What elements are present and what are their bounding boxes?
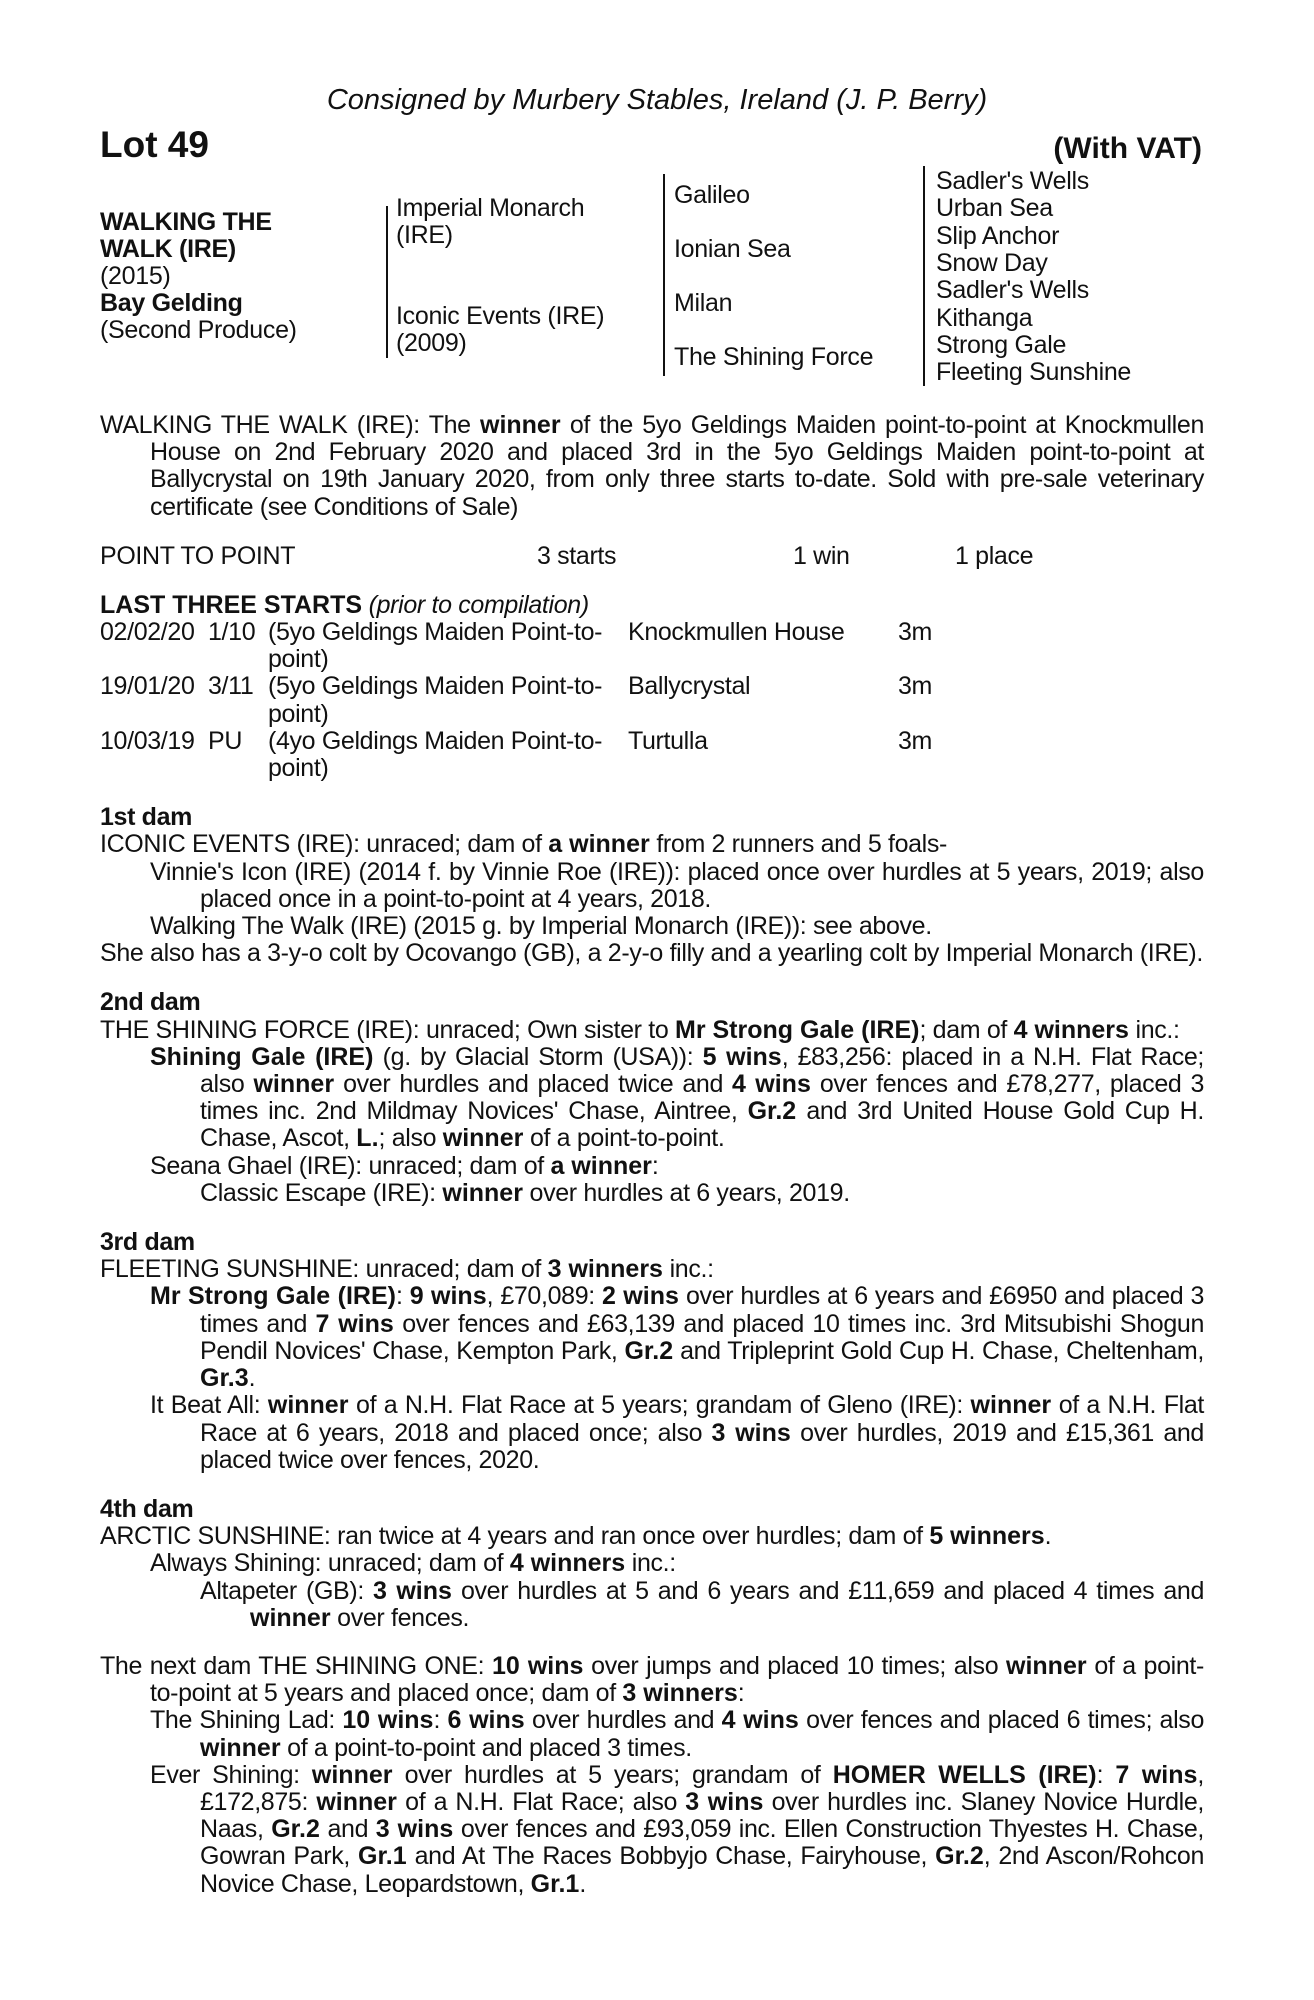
race-pos: PU [208,726,243,755]
foaling-year: (2015) [100,262,171,290]
text-run: of a point-to-point and placed 3 times. [280,1733,692,1762]
text-run: over fences and £63,139 and placed 10 times inc. 3rd Mitsubishi Shogun Pendil Novices' Chase, Kempton Park, [200,1309,1204,1365]
great-grandparent: Snow Day [936,248,1048,277]
text-run: , £172,875: [200,1760,1204,1816]
race-list [100,619,1204,782]
pedigree-paragraph [100,1283,1204,1392]
grandsire-paternal: Galileo [674,181,750,209]
text-run: over hurdles at 5 and 6 years and £11,659 and placed 4 times and [451,1576,1205,1605]
text-run: inc.: [1128,1015,1180,1044]
pedigree-paragraph [100,1653,1204,1707]
text-run: over hurdles inc. Slaney Novice Hurdle, Naas, [200,1787,1204,1844]
pedigree-paragraph [100,913,1204,940]
great-grandparent: Kithanga [936,303,1033,332]
last-three-title: LAST THREE STARTS [100,590,363,619]
text-run: The next dam THE SHINING ONE: [100,1651,492,1680]
horse-name-line2: WALK (IRE) [100,235,236,263]
race-row [100,619,1204,673]
bold-text: 4 winners [509,1549,626,1578]
race-race: (5yo Geldings Maiden Point-to-point) [268,672,603,728]
bold-text: winner [970,1391,1052,1420]
text-run: : [651,1151,659,1180]
pedigree-paragraph [100,1762,1204,1898]
bold-text: Gr.2 [271,1815,320,1844]
bold-text: HOMER WELLS (IRE) [832,1760,1097,1789]
bold-text: Gr.2 [747,1097,797,1126]
race-date: 19/01/20 [100,672,195,701]
text-run: It Beat All: [150,1391,268,1420]
text-run: . [1044,1522,1052,1551]
race-row [100,673,1204,727]
text-run: ICONIC EVENTS (IRE): unraced; dam of [100,830,549,859]
bold-text: 2 wins [601,1282,679,1311]
text-run: from 2 runners and 5 foals- [649,830,948,859]
horse-name-line1: WALKING THE [100,208,272,236]
bold-text: 3 wins [711,1418,791,1447]
pedigree-divider [386,206,388,358]
text-run: over jumps and placed 10 times; also [583,1651,1007,1680]
bold-text: 6 wins [447,1706,525,1735]
text-run: THE SHINING FORCE (IRE): unraced; Own sister to [100,1015,675,1044]
bold-text: 4 wins [721,1706,799,1735]
lot-number: Lot 49 [100,124,209,165]
text-run: : [433,1706,448,1735]
text-run: : [395,1282,410,1311]
text-run: (g. by Glacial Storm (USA)): [373,1042,703,1071]
text-run: ; also [378,1124,443,1153]
pedigree-paragraph [100,831,1204,858]
text-run: , £70,089: [486,1282,602,1311]
great-grandparent: Urban Sea [936,194,1053,223]
text-run: , £83,256: placed in a N.H. Flat Race; also [200,1042,1204,1099]
ptp-wins: 1 win [793,541,850,570]
pedigree-divider [923,166,925,386]
section-heading: 4th dam [100,1494,194,1523]
text-run: Always Shining: unraced; dam of [150,1549,510,1578]
race-dist: 3m [898,672,933,701]
text-run: of a point-to-point. [523,1124,725,1153]
intro-paragraph [100,412,1204,521]
bold-text: winner [311,1760,393,1789]
race-date: 10/03/19 [100,726,195,755]
great-grandparent: Slip Anchor [936,221,1060,250]
text-run: She also has a 3-y-o colt by Ocovango (GB), a 2-y-o filly and a yearling colt by Imperial Monarch (IRE). [100,939,1203,968]
bold-text: 3 wins [373,1576,452,1605]
pedigree-paragraph [100,1017,1204,1044]
great-grandparent: Sadler's Wells [936,167,1089,195]
bold-text: winner [267,1391,349,1420]
ptp-starts: 3 starts [537,541,617,570]
bold-text: 3 winners [622,1679,738,1708]
grandsire-maternal: Milan [674,289,733,317]
text-run: Altapeter (GB): [200,1576,374,1605]
bold-text: 5 winners [929,1522,1045,1551]
race-course: Turtulla [628,726,708,755]
text-run: and Tripleprint Gold Cup H. Chase, Cheltenham, [673,1336,1204,1365]
text-run: Classic Escape (IRE): [200,1178,443,1207]
text-run: and [319,1815,376,1844]
dam-line1: Iconic Events (IRE) [396,302,605,330]
text-run: inc.: [662,1255,714,1284]
text-run: . [248,1364,256,1393]
bold-text: Gr.3 [200,1364,249,1393]
bold-text: 3 wins [375,1815,454,1844]
bold-text: 9 wins [409,1282,487,1311]
bold-text: winner [480,411,561,439]
section-heading: 1st dam [100,803,193,832]
race-row [100,728,1204,782]
section-heading: 2nd dam [100,988,201,1017]
bold-text: winner [442,1178,523,1207]
bold-text: winner [316,1787,397,1816]
bold-text: Gr.1 [358,1842,407,1871]
bold-text: winner [1006,1651,1087,1680]
race-course: Ballycrystal [628,672,751,701]
text-run: and 3rd United House Gold Cup H. Chase, Ascot, [200,1097,1204,1153]
pedigree-paragraph [100,859,1204,913]
bold-text: Shining Gale (IRE) [150,1042,374,1071]
pedigree-paragraph [100,1153,1204,1180]
text-run: Ever Shining: [150,1760,312,1789]
text-run: over hurdles, 2019 and £15,361 and placed twice over fences, 2020. [200,1418,1204,1474]
granddam-paternal: Ionian Sea [674,235,791,263]
text-run: : [737,1679,745,1708]
lot-description [100,412,1204,1898]
text-run: of a N.H. Flat Race at 6 years, 2018 and placed once; also [200,1391,1204,1447]
bold-text: winner [200,1733,281,1762]
text-run: FLEETING SUNSHINE: unraced; dam of [100,1255,548,1284]
bold-text: L. [356,1124,379,1153]
text-run: Vinnie's Icon (IRE) (2014 f. by Vinnie Roe (IRE)): placed once over hurdles at 5 years, 2019; also placed once in a point-to-point at 4 years, 2018. [150,857,1204,913]
pedigree-divider [663,174,665,376]
text-run: WALKING THE WALK (IRE): The [100,411,480,439]
text-run: inc.: [625,1549,676,1578]
pedigree-paragraph [100,1550,1204,1577]
pedigree-paragraph [100,940,1204,967]
race-race: (5yo Geldings Maiden Point-to-point) [268,618,603,674]
race-race: (4yo Geldings Maiden Point-to-point) [268,726,603,783]
text-run: of a point-to-point at 5 years and placed once; dam of [150,1651,1204,1708]
bold-text: 4 winners [1013,1015,1129,1044]
produce-note: (Second Produce) [100,316,297,344]
great-grandparent: Sadler's Wells [936,276,1089,305]
point-to-point-record [100,543,1204,570]
bold-text: Gr.2 [624,1336,674,1365]
granddam-maternal: The Shining Force [674,343,874,371]
bold-text: 3 winners [547,1255,663,1284]
ptp-places: 1 place [955,541,1034,570]
bold-text: winner [250,1603,331,1632]
great-grandparent: Fleeting Sunshine [936,358,1132,387]
sire-line1: Imperial Monarch [396,194,585,222]
pedigree-paragraph [100,1180,1204,1207]
text-run: ARCTIC SUNSHINE: ran twice at 4 years and ran once over hurdles; dam of [100,1522,930,1551]
consignor-line: Consigned by Murbery Stables, Ireland (J. P. Berry) [326,84,988,116]
text-run: of a N.H. Flat Race; also [396,1787,686,1816]
bold-text: 10 wins [491,1651,584,1680]
text-run: and At The Races Bobbyjo Chase, Fairyhouse, [406,1842,936,1871]
section-heading: 3rd dam [100,1228,195,1257]
bold-text: 10 wins [342,1706,434,1735]
text-run: The Shining Lad: [150,1706,343,1735]
bold-text: 7 wins [315,1309,394,1338]
text-run: over hurdles and placed twice and [334,1070,733,1099]
bold-text: 7 wins [1115,1760,1198,1789]
bold-text: winner [253,1070,335,1099]
colour-sex: Bay Gelding [100,289,243,317]
text-run: over fences and placed 6 times; also [798,1706,1204,1735]
text-run: over fences. [330,1603,470,1632]
text-run: . [579,1869,586,1898]
pedigree-paragraph [100,1523,1204,1550]
bold-text: winner [442,1124,524,1153]
pedigree-paragraph [100,1707,1204,1761]
bold-text: a winner [550,1151,652,1180]
text-run: ; dam of [919,1015,1014,1044]
text-run: over hurdles at 5 years; grandam of [392,1760,833,1789]
race-pos: 3/11 [208,672,254,701]
text-run: : [1096,1760,1116,1789]
bold-text: Gr.1 [530,1869,580,1898]
text-run: over hurdles at 6 years, 2019. [522,1178,850,1207]
pedigree-paragraph [100,1578,1204,1632]
race-course: Knockmullen House [628,618,845,647]
ptp-label: POINT TO POINT [100,541,296,570]
spacer [100,1632,1204,1653]
text-run: over hurdles at 6 years and £6950 and placed 3 times and [200,1282,1204,1338]
bold-text: 3 wins [685,1787,764,1816]
text-run: of a N.H. Flat Race at 5 years; grandam of Gleno (IRE): [348,1391,971,1420]
bold-text: 5 wins [702,1042,782,1071]
pedigree-paragraph [100,1256,1204,1283]
last-three-heading [100,592,1204,619]
text-run: Walking The Walk (IRE) (2015 g. by Imperial Monarch (IRE)): see above. [150,912,932,941]
text-run: of the 5yo Geldings Maiden point-to-point at Knockmullen House on 2nd February 2020 and placed 3rd in the 5yo Geldings Maiden point-to-point at Ballycrystal on 19th January 2020, from only three starts to-date. Sold with pre-sale veterinary certificate (see Conditions of Sale) [150,411,1204,521]
bold-text: Mr Strong Gale (IRE) [675,1015,920,1044]
text-run: , 2nd Ascon/Rohcon Novice Chase, Leopardstown, [200,1842,1205,1898]
dam-line2: (2009) [396,329,467,357]
pedigree-paragraph [100,1392,1204,1474]
race-date: 02/02/20 [100,618,195,647]
sire-line2: (IRE) [396,221,453,249]
text-run: Seana Ghael (IRE): unraced; dam of [150,1151,551,1180]
vat-note: (With VAT) [1053,132,1202,165]
text-run: over fences and £93,059 inc. Ellen Construction Thyestes H. Chase, Gowran Park, [200,1815,1205,1871]
bold-text: Gr.2 [935,1842,984,1871]
bold-text: 4 wins [732,1070,811,1099]
text-run: over fences and £78,277, placed 3 times inc. 2nd Mildmay Novices' Chase, Aintree, [200,1070,1205,1126]
race-pos: 1/10 [208,618,256,647]
last-three-note: (prior to compilation) [368,590,589,619]
text-run: over hurdles and [524,1706,722,1735]
bold-text: Mr Strong Gale (IRE) [150,1282,396,1311]
race-dist: 3m [898,726,933,755]
pedigree-paragraph [100,1044,1204,1153]
great-grandparent: Strong Gale [936,330,1067,359]
bold-text: a winner [548,830,650,859]
race-dist: 3m [898,618,933,647]
